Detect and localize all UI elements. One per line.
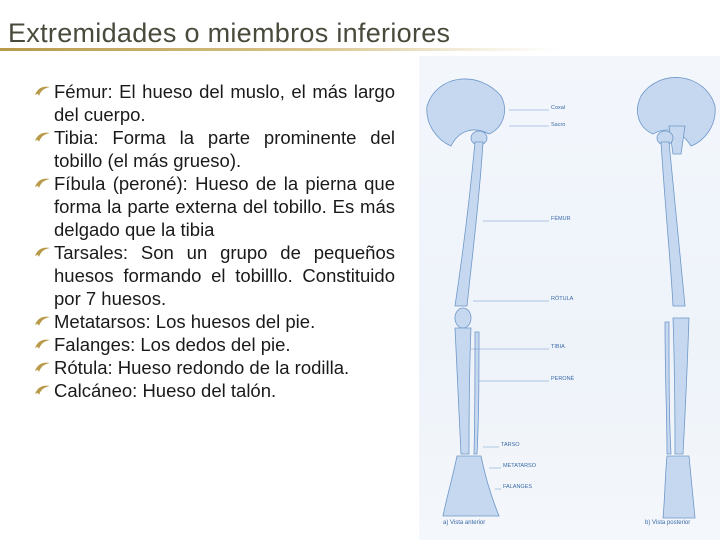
label-rotula: RÓTULA — [551, 296, 574, 302]
label-coxal: Coxal — [551, 105, 566, 111]
bullet-item-falanges — [34, 333, 395, 356]
bullet-item-tarsales — [34, 241, 395, 310]
femur-posterior — [661, 142, 685, 306]
title-underline — [0, 48, 562, 51]
bullet-text: Falanges: Los dedos del pie. — [54, 334, 291, 355]
leg-skeleton-illustration — [419, 56, 720, 540]
bullet-item-metatarsos — [34, 310, 395, 333]
bullet-text: Calcáneo: Hueso del talón. — [54, 380, 277, 401]
leaf-swoosh-icon — [34, 246, 51, 258]
caption-posterior-view: b) Vista posterior — [645, 520, 691, 526]
leaf-swoosh-icon — [34, 131, 51, 143]
leaf-swoosh-icon — [34, 361, 51, 373]
bullet-item-tibia — [34, 126, 395, 172]
leaf-swoosh-icon — [34, 384, 51, 396]
leaf-swoosh-icon — [34, 85, 51, 97]
bullet-text: Tarsales: Son un grupo de pequeños huesos formando el tobilllo. Constituido por 7 huesos. — [54, 242, 395, 309]
label-perone: PERONÉ — [551, 376, 575, 382]
label-tibia: TIBIA — [551, 344, 565, 350]
bullet-item-rotula — [34, 356, 395, 379]
bullet-text: Metatarsos: Los huesos del pie. — [54, 311, 316, 332]
bullet-item-femur — [34, 80, 395, 126]
bullet-list — [34, 80, 395, 402]
label-sacro: Sacro — [551, 122, 566, 128]
tibia-anterior — [455, 328, 471, 454]
leaf-swoosh-icon — [34, 315, 51, 327]
coxal-bone-anterior — [427, 79, 505, 146]
femur-anterior — [455, 142, 483, 306]
label-metatarso: METATARSO — [503, 463, 536, 469]
label-falanges: FALANGES — [503, 484, 533, 490]
leaf-swoosh-icon — [34, 177, 51, 189]
bullet-item-fibula — [34, 172, 395, 241]
foot-posterior — [663, 456, 695, 518]
caption-anterior-view: a) Vista anterior — [443, 520, 486, 526]
foot-anterior — [443, 456, 499, 516]
bullet-item-calcaneo — [34, 379, 395, 402]
label-tarso: TARSO — [501, 442, 520, 448]
fibula-posterior — [665, 322, 671, 454]
bullet-text: Fíbula (peroné): Hueso de la pierna que forma la parte externa del tobillo. Es más delgado que la tibia — [54, 173, 395, 240]
tibia-posterior — [673, 318, 689, 454]
patella-anterior — [455, 308, 471, 328]
slide-title: Extremidades o miembros inferiores — [8, 18, 451, 48]
bullet-text: Rótula: Hueso redondo de la rodilla. — [54, 357, 350, 378]
bullet-text: Tibia: Forma la parte prominente del tobillo (el más grueso). — [54, 127, 395, 171]
label-femur: FÉMUR — [551, 216, 571, 222]
bullet-text: Fémur: El hueso del muslo, el más largo del cuerpo. — [54, 81, 395, 125]
leaf-swoosh-icon — [34, 338, 51, 350]
fibula-anterior — [474, 332, 479, 454]
